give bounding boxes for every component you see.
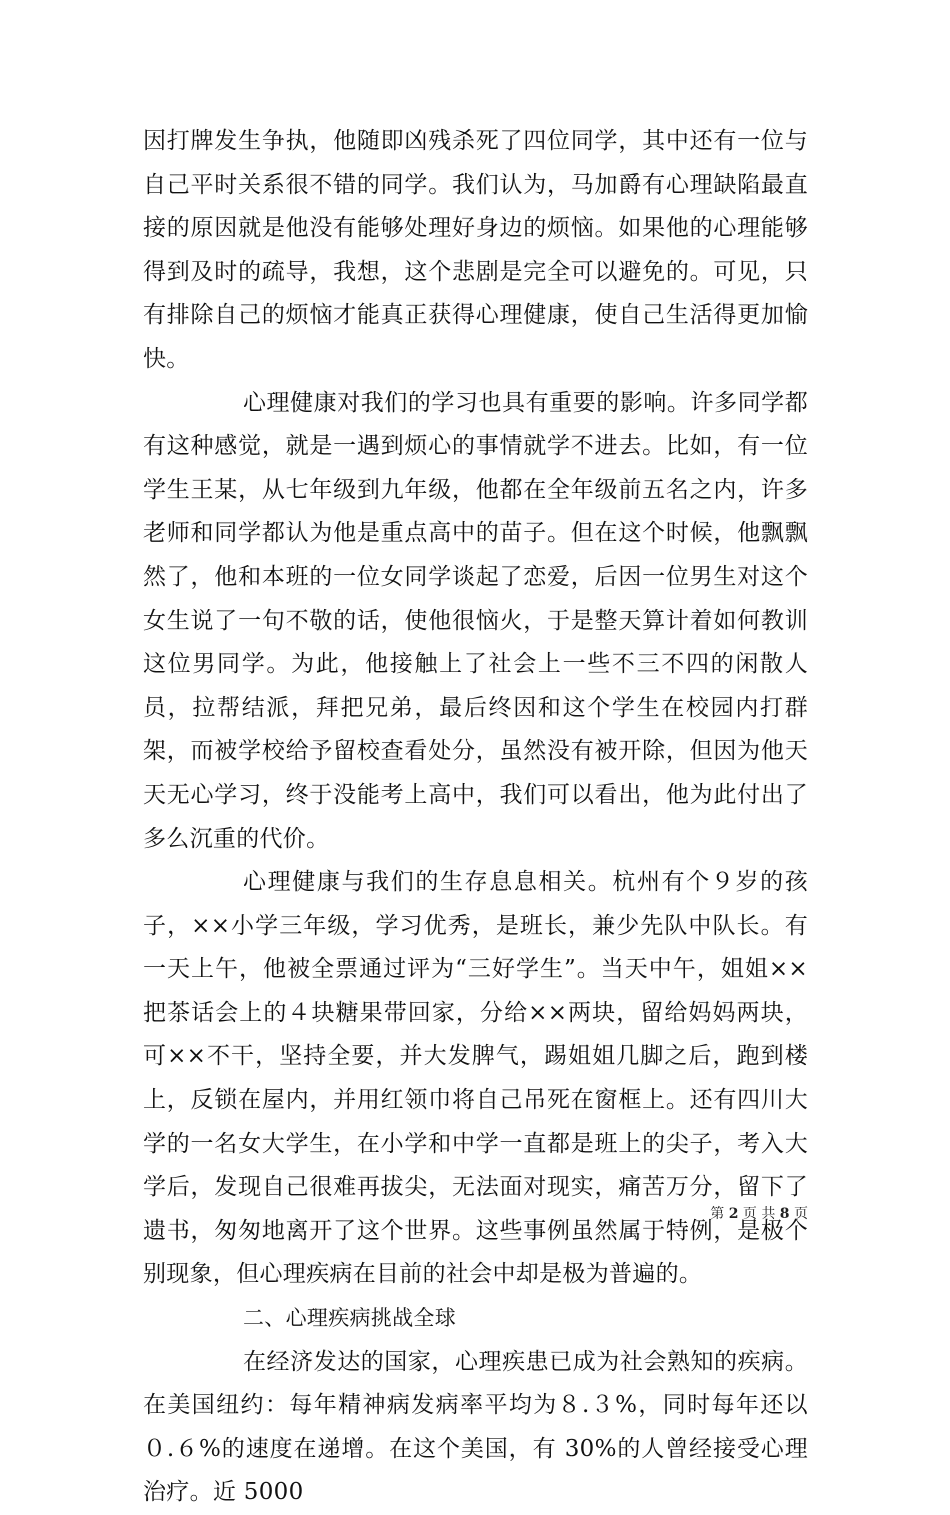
- footer-prefix: 第: [710, 1206, 725, 1222]
- footer-middle: 页 共: [742, 1206, 776, 1222]
- footer-total-pages: 8: [779, 1206, 790, 1222]
- paragraph-1: 因打牌发生争执，他随即凶残杀死了四位同学，其中还有一位与自己平时关系很不错的同学。我们认为，马加爵有心理缺陷最直接的原因就是他没有能够处理好身边的烦恼。如果他的心理能够得到及时的疏导，我想，这个悲剧是完全可以避免的。可见，只有排除自己的烦恼才能真正获得心理健康，使自己生活得更加愉快。: [143, 128, 808, 372]
- footer-current-page: 2: [728, 1206, 739, 1222]
- paragraph-4: 在经济发达的国家，心理疾患已成为社会熟知的疾病。在美国纽约：每年精神病发病率平均为８.３%，同时每年还以０.６%的速度在递增。在这个美国，有 30%的人曾经接受心理治疗。近 5000: [143, 1348, 808, 1506]
- footer-suffix: 页: [794, 1206, 808, 1222]
- document-body: [143, 120, 808, 1515]
- section-heading: 二、心理疾病挑战全球: [243, 1306, 456, 1331]
- page-footer: [710, 1203, 808, 1223]
- paragraph-2: 心理健康对我们的学习也具有重要的影响。许多同学都有这种感觉，就是一遇到烦心的事情就学不进去。比如，有一位学生王某，从七年级到九年级，他都在全年级前五名之内，许多老师和同学都认为他是重点高中的苗子。但在这个时候，他飘飘然了，他和本班的一位女同学谈起了恋爱，后因一位男生对这个女生说了一句不敬的话，使他很恼火，于是整天算计着如何教训这位男同学。为此，他接触上了社会上一些不三不四的闲散人员，拉帮结派，拜把兄弟，最后终因和这个学生在校园内打群架，而被学校给予留校查看处分，虽然没有被开除，但因为他天天无心学习，终于没能考上高中，我们可以看出，他为此付出了多么沉重的代价。: [143, 389, 808, 852]
- paragraph-3: 心理健康与我们的生存息息相关。杭州有个９岁的孩子，××小学三年级，学习优秀，是班长，兼少先队中队长。有一天上午，他被全票通过评为“三好学生”。当天中午，姐姐××把茶话会上的４块糖果带回家，分给××两块，留给妈妈两块，可××不干，坚持全要，并大发脾气，踢姐姐几脚之后，跑到楼上，反锁在屋内，并用红领巾将自己吊死在窗框上。还有四川大学的一名女大学生，在小学和中学一直都是班上的尖子，考入大学后，发现自己很难再拔尖，无法面对现实，痛苦万分，留下了遗书，匆匆地离开了这个世界。这些事例虽然属于特例，是极个别现象，但心理疾病在目前的社会中却是极为普遍的。: [143, 869, 808, 1288]
